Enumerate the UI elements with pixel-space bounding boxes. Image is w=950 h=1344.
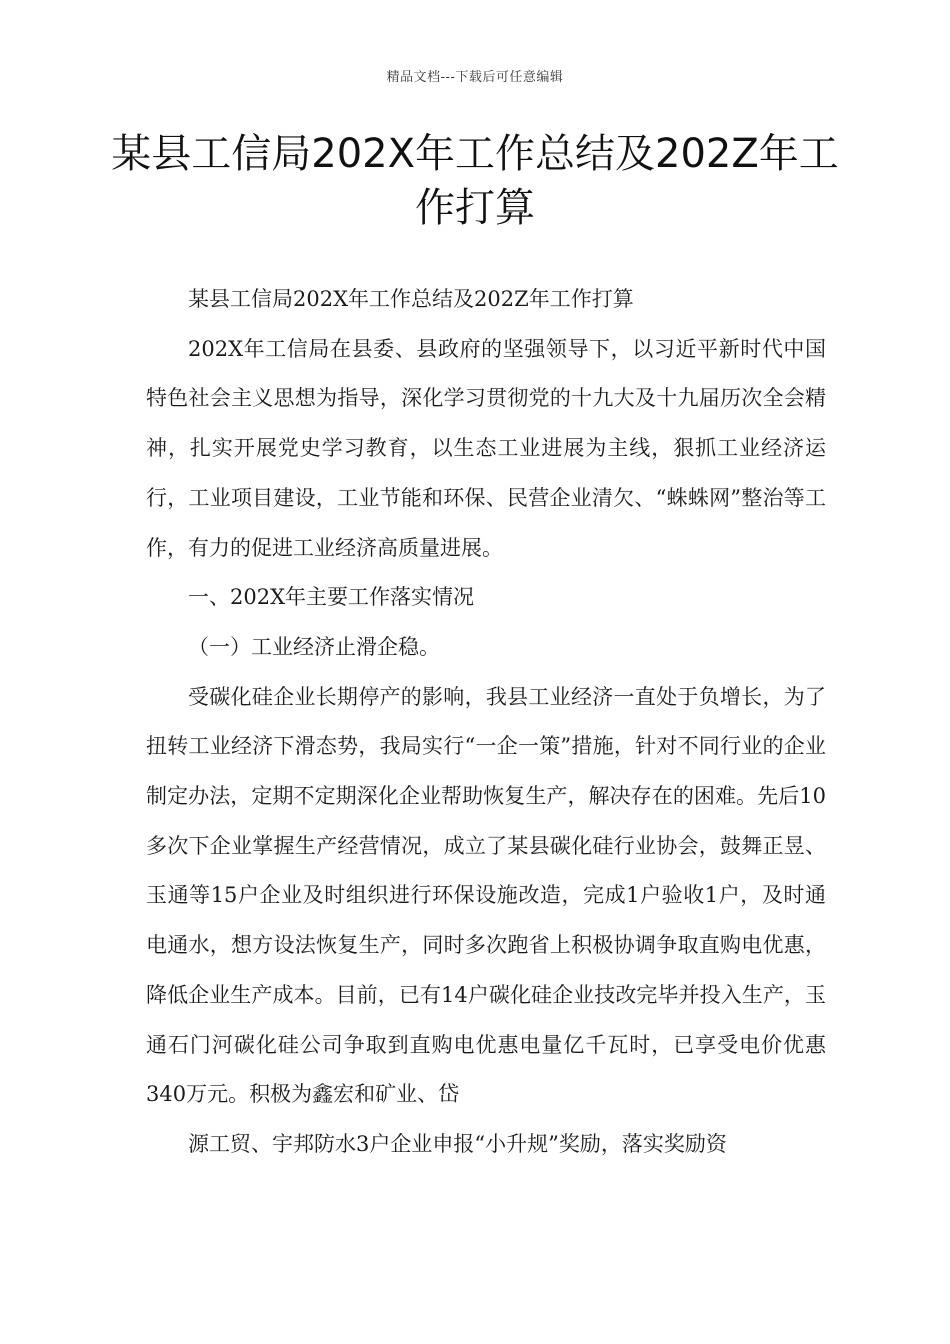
header-note: 精品文档---下载后可任意编辑: [386, 70, 564, 85]
document-body: [146, 275, 826, 1170]
paragraph-continuation: 源工贸、宇邦防水3户企业申报“小升规”奖励，落实奖励资: [188, 1131, 727, 1156]
subsection-heading: （一）工业经济止滑企稳。: [188, 634, 440, 659]
paragraph-industrial-economy: 受碳化硅企业长期停产的影响，我县工业经济一直处于负增长，为了扭转工业经济下滑态势，我局实行“一企一策”措施，针对不同行业的企业制定办法，定期不定期深化企业帮助恢复生产，解决存在的困难。先后10多次下企业掌握生产经营情况，成立了某县碳化硅行业协会，鼓舞正昱、玉通等15户企业及时组织进行环保设施改造，完成1户验收1户，及时通电通水，想方设法恢复生产，同时多次跑省上积极协调争取直购电优惠，降低企业生产成本。目前，已有14户碳化硅企业技改完毕并投入生产，玉通石门河碳化硅公司争取到直购电优惠电量亿千瓦时，已享受电价优惠340万元。积极为鑫宏和矿业、岱: [146, 684, 826, 1107]
document-title: 某县工信局202X年工作总结及202Z年工作打算: [111, 131, 839, 231]
section-heading: 一、202X年主要工作落实情况: [188, 585, 475, 610]
paragraph-subtitle: 某县工信局202X年工作总结及202Z年工作打算: [188, 287, 634, 311]
paragraph-intro: 202X年工信局在县委、县政府的坚强领导下，以习近平新时代中国特色社会主义思想为指导，深化学习贯彻党的十九大及十九届历次全会精神，扎实开展党史学习教育，以生态工业进展为主线，狠抓工业经济运行，工业项目建设，工业节能和环保、民营企业清欠、“蛛蛛网”整治等工作，有力的促进工业经济高质量进展。: [146, 336, 826, 560]
